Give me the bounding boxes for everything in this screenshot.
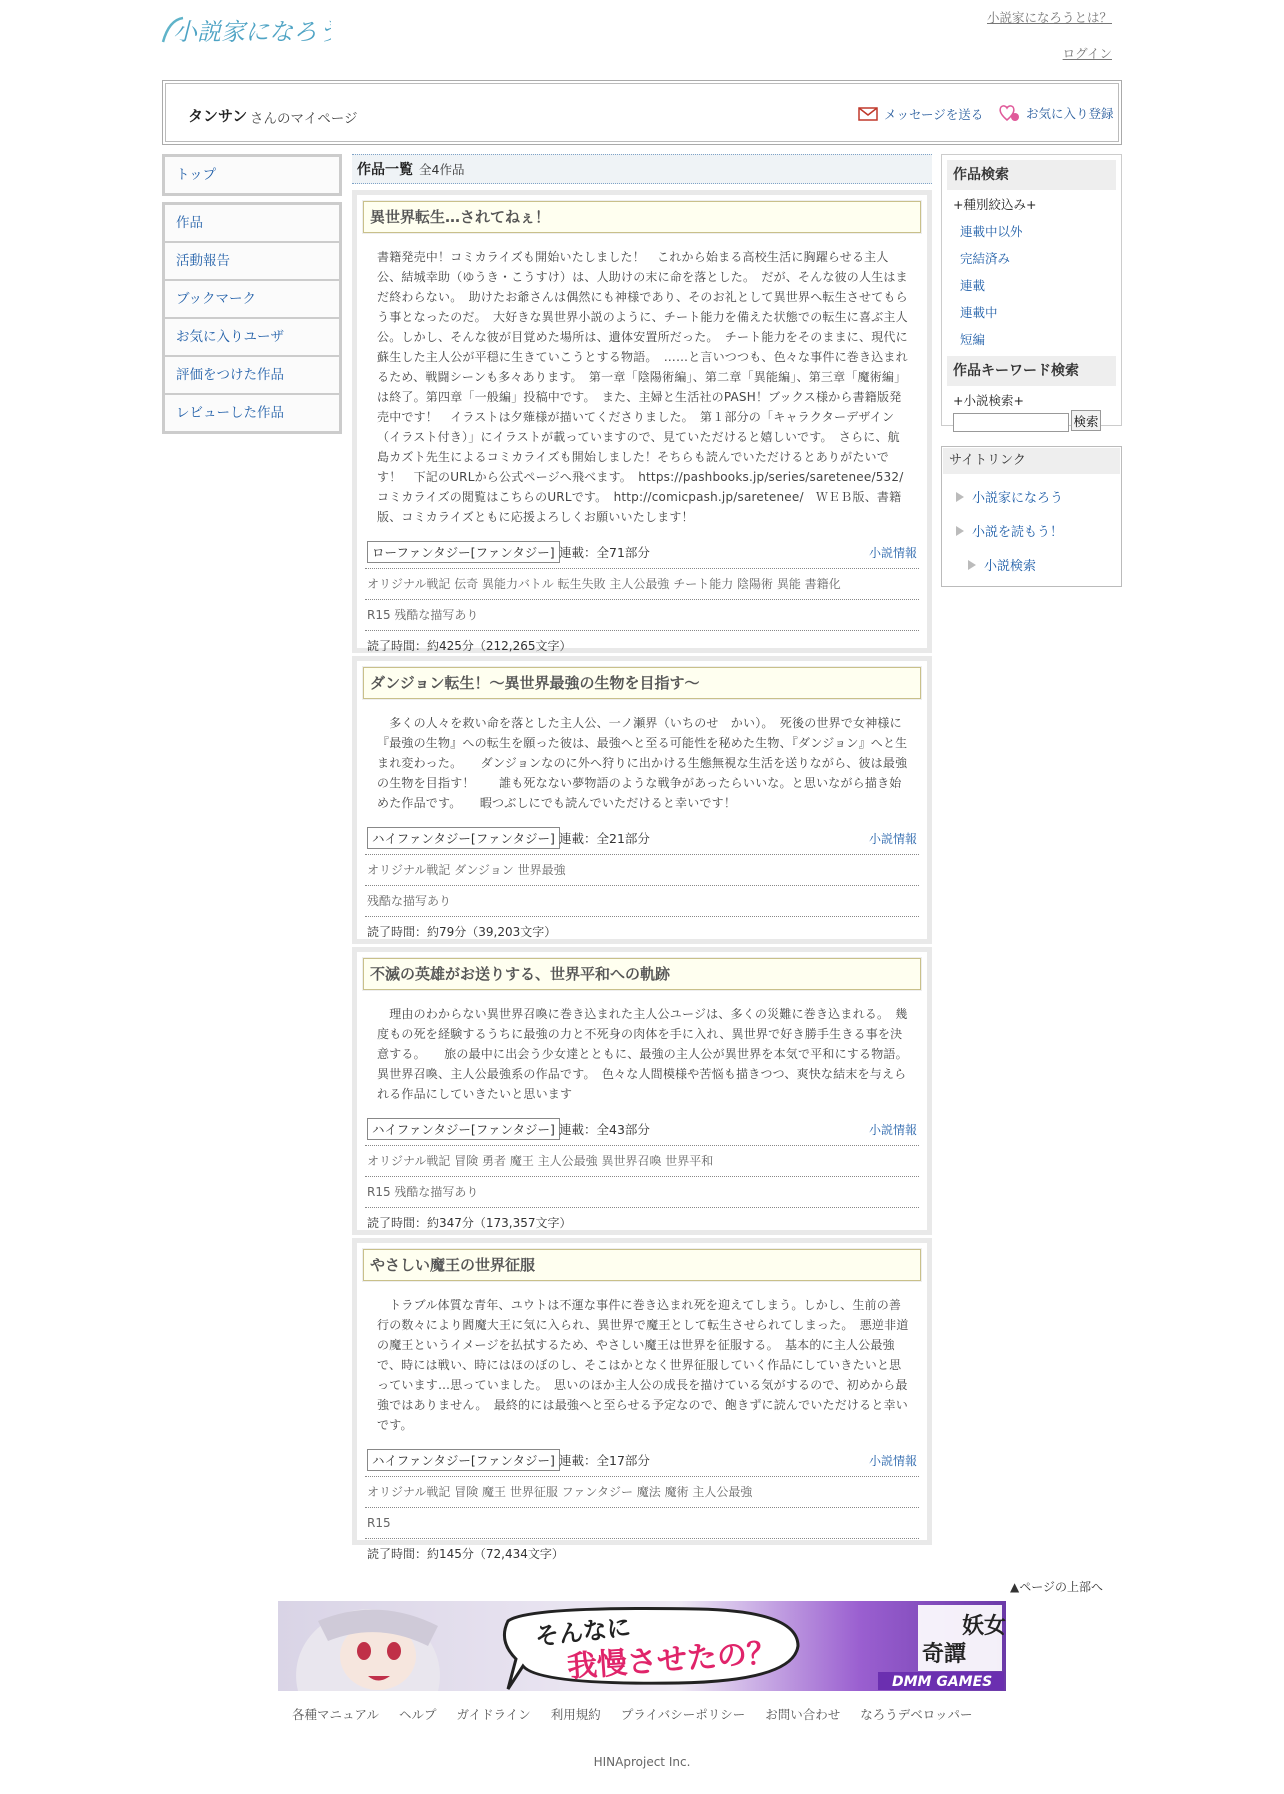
- send-message-label: メッセージを送る: [884, 107, 984, 122]
- banner-side-text-2: 奇譚: [922, 1641, 967, 1667]
- site-link-label: 小説家になろう: [972, 491, 1064, 506]
- logo-text: 小説家になろう: [173, 18, 331, 46]
- reading-time: 読了時間：約79分（39,203文字）: [367, 925, 557, 939]
- work-warnings: R15: [365, 1508, 919, 1539]
- footer-link-manual[interactable]: 各種マニュアル: [292, 1707, 380, 1722]
- footer-links: [292, 1705, 972, 1723]
- work-meta: [365, 821, 919, 855]
- heart-plus-icon: [998, 104, 1020, 122]
- work-meta: [365, 1112, 919, 1146]
- footer-link-guideline[interactable]: ガイドライン: [456, 1707, 531, 1722]
- about-link[interactable]: 小説家になろうとは？: [986, 10, 1112, 25]
- genre-badge: ハイファンタジー[ファンタジー]: [367, 1449, 560, 1471]
- envelope-icon: [858, 107, 878, 121]
- keyword-search-input[interactable]: [953, 413, 1069, 432]
- filter-completed[interactable]: 完結済み: [960, 251, 1011, 266]
- work-keywords: オリジナル戦記 冒険 勇者 魔王 主人公最強 異世界召喚 世界平和: [365, 1146, 919, 1177]
- work-item: [352, 656, 932, 944]
- serial-status: 連載：全71部分: [559, 545, 650, 560]
- triangle-icon: [956, 526, 964, 536]
- nav-favorite-users[interactable]: お気に入りユーザ: [164, 318, 340, 356]
- filter-label: +種別絞込み+: [953, 197, 1037, 212]
- work-meta: [365, 1443, 919, 1477]
- work-warnings: 残酷な描写あり: [365, 886, 919, 917]
- nav-activity[interactable]: 活動報告: [164, 242, 340, 280]
- ad-banner[interactable]: [278, 1601, 1006, 1691]
- site-links-panel: [941, 446, 1122, 587]
- nav-bookmarks[interactable]: ブックマーク: [164, 280, 340, 318]
- search-button[interactable]: 検索: [1071, 410, 1101, 431]
- novel-info-link[interactable]: 小説情報: [868, 1123, 917, 1137]
- reading-time: 読了時間：約425分（212,265文字）: [367, 639, 572, 653]
- triangle-icon: [956, 492, 964, 502]
- copyright: HINAproject Inc.: [593, 1755, 691, 1769]
- keyword-search-title: 作品キーワード検索: [947, 356, 1116, 386]
- work-keywords: オリジナル戦記 伝奇 異能力バトル 転生失敗 主人公最強 チート能力 陰陽術 異能 書籍化: [365, 569, 919, 600]
- user-header: [162, 80, 1122, 145]
- work-summary: 書籍発売中！コミカライズも開始いたしました！ これから始まる高校生活に胸躍らせる主人公、結城幸助（ゆうき・こうすけ）は、人助けの末に命を落とした。 だが、そんな彼の人生はまだ終わらない。 助けたお爺さんは偶然にも神様であり、そのお礼として異世界へ転生させてもらう事となったのだ。 大好きな異世界小説のように、チート能力を備えた状態での転生に喜ぶ主人公。しかし、そんな彼が目覚めた場所は、遺体安置所だった。 チート能力をそのままに、現代に蘇生した主人公が平穏に生きていこうとする物語。 ……と言いつつも、色々な事件に巻き込まれるため、戦闘シーンも多々あります。 第一章「陰陽術編」、第二章「異能編」、第三章「魔術編」は終了。第四章「一般編」投稿中です。 また、主婦と生活社のPASH！ブックス様から書籍版発売中です！ イラストは夕薙様が描いてくださりました。 第１部分の「キャラクターデザイン（イラスト付き）」にイラストが載っていますので、見ていただけると嬉しいです。 さらに、航島カズト先生によるコミカライズも開始しました！そちらも読んでいただけるとありがたいです！ 下記のURLから公式ページへ飛べます。 https://pashbooks.jp/series/saretenee/532/ コミカライズの閲覧はこちらのURLです。 http://comicpash.jp/saretenee/ ＷＥＢ版、書籍版、コミカライズともに応援よろしくお願いいたします！: [377, 250, 916, 524]
- serial-status: 連載：全43部分: [559, 1122, 650, 1137]
- nav-works[interactable]: 作品: [164, 204, 340, 242]
- filter-ongoing[interactable]: 連載中: [960, 305, 998, 320]
- send-message-link[interactable]: [858, 105, 983, 123]
- work-item: [352, 947, 932, 1235]
- filter-short[interactable]: 短編: [960, 332, 986, 347]
- work-warnings: R15 残酷な描写あり: [365, 600, 919, 631]
- triangle-icon: [968, 560, 976, 570]
- works-list-header: [352, 154, 932, 184]
- genre-badge: ハイファンタジー[ファンタジー]: [367, 827, 560, 849]
- work-warnings: R15 残酷な描写あり: [365, 1177, 919, 1208]
- work-title[interactable]: ダンジョン転生！〜異世界最強の生物を目指す〜: [363, 667, 921, 699]
- work-search-panel: [941, 154, 1122, 429]
- work-summary: 多くの人々を救い命を落とした主人公、一ノ瀬界（いちのせ かい）。 死後の世界で女神様に『最強の生物』への転生を願った彼は、最強へと至る可能性を秘めた生物、『ダンジョン』へと生まれ変わった。 ダンジョンなのに外へ狩りに出かける生態無視な生活を送りながら、彼は最強の生物を目指す！ 誰も死なない夢物語のような戦争があったらいいな。と思いながら描き始めた作品です。 暇つぶしにでも読んでいただけると幸いです！: [377, 716, 908, 810]
- back-to-top-link[interactable]: ▲ページの上部へ: [1010, 1580, 1103, 1594]
- site-link-narou[interactable]: [956, 487, 1063, 506]
- genre-badge: ローファンタジー[ファンタジー]: [367, 541, 560, 563]
- site-links-title: サイトリンク: [943, 448, 1120, 474]
- keyword-label: +小説検索+: [953, 393, 1024, 408]
- work-item: [352, 190, 932, 653]
- filter-not-ongoing[interactable]: 連載中以外: [960, 224, 1023, 239]
- site-link-label: 小説検索: [984, 559, 1037, 574]
- site-link-yomou[interactable]: [956, 521, 1063, 540]
- work-title[interactable]: 異世界転生…されてねぇ！: [363, 201, 921, 233]
- footer-link-help[interactable]: ヘルプ: [399, 1707, 437, 1722]
- user-name: タンサン: [188, 107, 248, 125]
- banner-headline-2: 我慢させたの？: [566, 1635, 779, 1685]
- favorite-user-link[interactable]: [998, 104, 1114, 122]
- works-list-title: 作品一覧: [357, 162, 413, 178]
- nav-menu: [162, 202, 342, 434]
- footer-link-terms[interactable]: 利用規約: [550, 1707, 601, 1722]
- novel-info-link[interactable]: 小説情報: [868, 1454, 917, 1468]
- nav-reviewed-works[interactable]: レビューした作品: [164, 394, 340, 432]
- footer-link-contact[interactable]: お問い合わせ: [765, 1707, 841, 1722]
- favorite-user-label: お気に入り登録: [1026, 106, 1114, 121]
- nav-top[interactable]: トップ: [164, 156, 340, 194]
- login-link[interactable]: ログイン: [1062, 46, 1112, 61]
- banner-headline-1: そんなに: [533, 1613, 633, 1651]
- serial-status: 連載：全17部分: [559, 1453, 650, 1468]
- novel-info-link[interactable]: 小説情報: [868, 832, 917, 846]
- work-keywords: オリジナル戦記 冒険 魔王 世界征服 ファンタジー 魔法 魔術 主人公最強: [365, 1477, 919, 1508]
- footer-link-privacy[interactable]: プライバシーポリシー: [620, 1707, 746, 1722]
- work-title[interactable]: やさしい魔王の世界征服: [363, 1249, 921, 1281]
- reading-time: 読了時間：約145分（72,434文字）: [367, 1547, 564, 1561]
- work-search-title: 作品検索: [947, 160, 1116, 190]
- genre-badge: ハイファンタジー[ファンタジー]: [367, 1118, 560, 1140]
- site-logo[interactable]: [161, 12, 331, 48]
- reading-time: 読了時間：約347分（173,357文字）: [367, 1216, 572, 1230]
- site-link-search[interactable]: [968, 555, 1036, 574]
- site-link-label: 小説を読もう！: [972, 525, 1064, 540]
- work-item: [352, 1238, 932, 1561]
- mypage-label: さんのマイページ: [250, 111, 358, 127]
- novel-info-link[interactable]: 小説情報: [868, 546, 917, 560]
- work-title[interactable]: 不滅の英雄がお送りする、世界平和への軌跡: [363, 958, 921, 990]
- works-count: 全4作品: [419, 162, 465, 177]
- work-summary: 理由のわからない異世界召喚に巻き込まれた主人公ユージは、多くの災難に巻き込まれる。 幾度もの死を経験するうちに最強の力と不死身の肉体を手に入れ、異世界で好き勝手生きる事を決意する。 旅の最中に出会う少女達とともに、最強の主人公が異世界を本気で平和にする物語。 異世界召喚、主人公最強系の作品です。 色々な人間模様や苦悩も描きつつ、爽快な結末を与えられる作品にしていきたいと思います: [377, 1007, 915, 1101]
- work-meta: [365, 535, 919, 569]
- works-list: [352, 154, 932, 1561]
- footer-link-developer[interactable]: なろうデベロッパー: [860, 1707, 973, 1722]
- nav-rated-works[interactable]: 評価をつけた作品: [164, 356, 340, 394]
- banner-brand: DMM GAMES: [892, 1674, 993, 1690]
- serial-status: 連載：全21部分: [559, 831, 650, 846]
- work-summary: トラブル体質な青年、ユウトは不運な事件に巻き込まれ死を迎えてしまう。しかし、生前の善行の数々により閻魔大王に気に入られ、異世界で魔王として転生させられてしまった。 悪逆非道の魔王というイメージを払拭するため、やさしい魔王は世界を征服する。 基本的に主人公最強で、時には戦い、時にはほのぼのし、そこはかとなく世界征服していく作品にしていきたいと思っています…思っていました。 思いのほか主人公の成長を描けている気がするので、初めから最強ではありません。 最終的には最強へと至らせる予定なので、飽きずに読んでいただけると幸いです。: [377, 1298, 909, 1432]
- filter-serial[interactable]: 連載: [960, 278, 986, 293]
- nav-top-box: [162, 154, 342, 196]
- banner-side-text-1: 妖女: [962, 1613, 1006, 1639]
- work-keywords: オリジナル戦記 ダンジョン 世界最強: [365, 855, 919, 886]
